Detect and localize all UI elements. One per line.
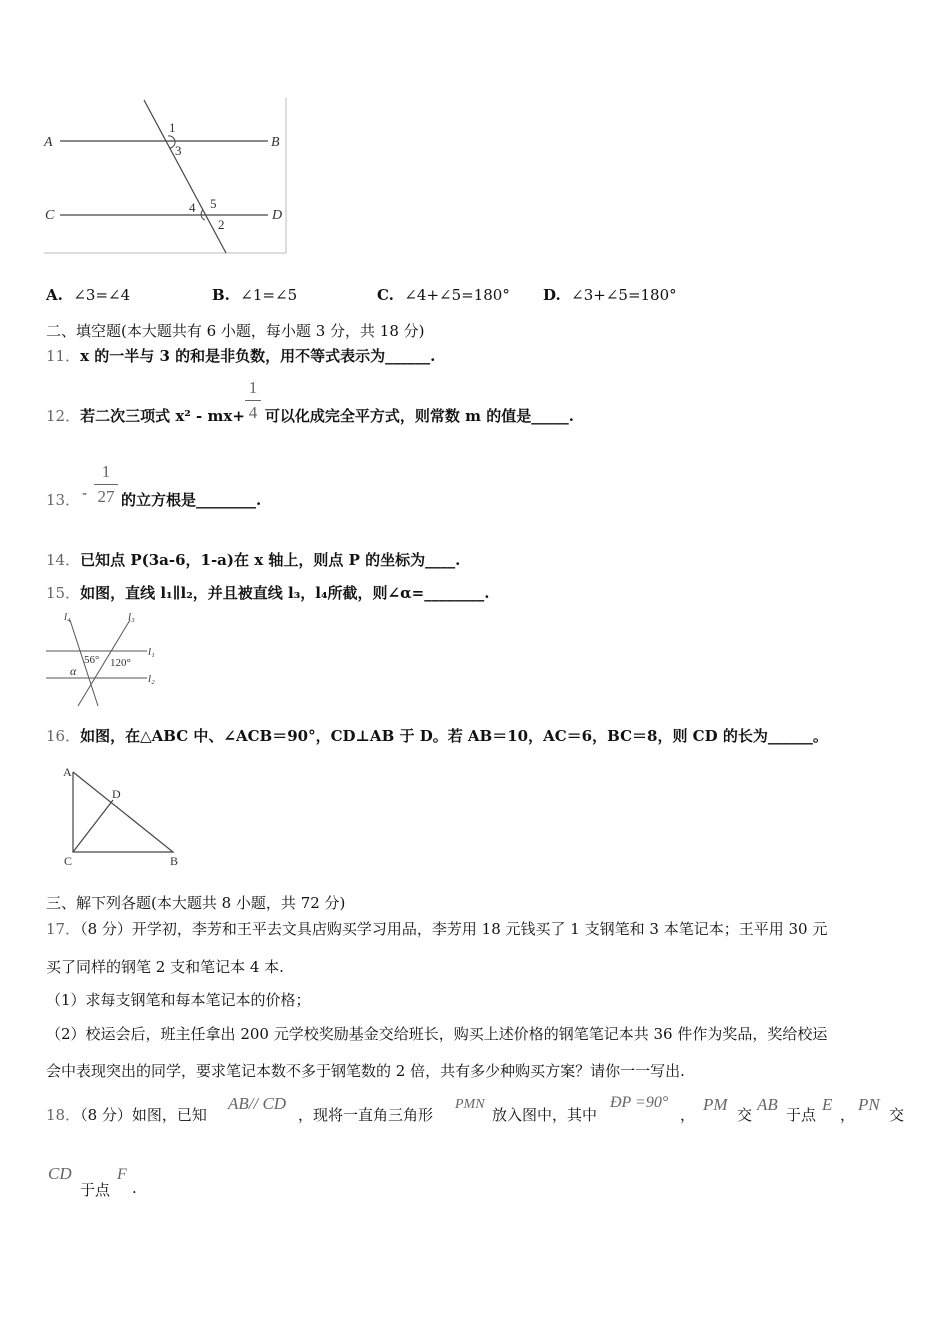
label-l4: l₄	[64, 611, 71, 623]
option-a-text: ∠3=∠4	[73, 286, 131, 304]
q13-negative: -	[82, 484, 88, 502]
q18-cd: CD	[48, 1164, 72, 1183]
parallel-lines-figure	[40, 96, 290, 256]
q11-text: x 的一半与 3 的和是非负数，用不等式表示为______.	[80, 347, 436, 365]
q13-frac-num: 1	[101, 462, 111, 481]
question-11	[46, 345, 435, 366]
angle-5: 5	[210, 196, 217, 211]
label-c: C	[45, 208, 55, 223]
q17-line2: 买了同样的钢笔 2 支和笔记本 4 本.	[46, 958, 284, 976]
option-a-letter: A.	[46, 286, 63, 304]
option-d-text: ∠3+∠5=180°	[571, 286, 677, 304]
option-d	[543, 286, 677, 304]
option-b-letter: B.	[212, 286, 230, 304]
q18-point-e: E	[822, 1095, 833, 1114]
option-c-text: ∠4+∠5=180°	[404, 286, 510, 304]
question-13	[46, 489, 80, 510]
vertex-b: B	[170, 854, 179, 868]
transversal	[144, 100, 226, 253]
q18-t5: 交	[737, 1106, 753, 1124]
label-l3: l₃	[128, 611, 135, 623]
q18-pm: PM	[703, 1095, 728, 1114]
vertex-a: A	[63, 765, 72, 779]
q18-t10: .	[132, 1179, 137, 1197]
q17-line1: （8 分）开学初，李芳和王平去文具店购买学习用品，李芳用 18 元钱买了 1 支钢笔和 3 本笔记本；王平用 30 元	[80, 920, 828, 938]
angle-2: 2	[218, 217, 225, 232]
q12-frac-num: 1	[248, 378, 258, 397]
q15-number: 15．	[46, 584, 81, 602]
altitude-cd	[73, 800, 113, 852]
q18-point-f: F	[117, 1166, 127, 1183]
q12-number: 12．	[46, 407, 81, 425]
q13-text: 的立方根是________.	[121, 491, 262, 509]
q18-ab-parallel-cd: AB// CD	[228, 1094, 287, 1113]
q12-pre: 若二次三项式 x² - mx+	[80, 407, 245, 425]
question-17	[46, 918, 827, 939]
question-16	[46, 725, 828, 746]
option-b-text: ∠1=∠5	[240, 286, 298, 304]
q15-figure	[42, 608, 167, 708]
q12-frac-den: 4	[248, 403, 258, 422]
q18-number: 18．	[46, 1106, 81, 1124]
q18-t2: ，现将一直角三角形	[298, 1106, 434, 1124]
q12-post: 可以化成完全平方式，则常数 m 的值是_____.	[264, 407, 574, 425]
q18-t7: ，	[840, 1106, 856, 1124]
q13-fraction	[94, 462, 118, 507]
option-d-letter: D.	[543, 286, 561, 304]
q13-number: 13．	[46, 491, 81, 509]
angle-4: 4	[189, 200, 196, 215]
q15-text: 如图，直线 l₁∥l₂，并且被直线 l₃，l₄所截，则∠α=________.	[80, 584, 490, 602]
question-18	[46, 1104, 207, 1125]
q18-pmn: PMN	[455, 1097, 485, 1112]
section-3-title: 三、解下列各题(本大题共 8 小题，共 72 分)	[46, 894, 346, 912]
triangle-abc	[73, 772, 173, 852]
q18-ab: AB	[757, 1095, 778, 1114]
option-c	[377, 286, 510, 304]
option-c-letter: C.	[377, 286, 394, 304]
question-14	[46, 549, 460, 570]
q13-frac-den: 27	[97, 487, 115, 506]
q11-number: 11．	[46, 347, 81, 365]
q16-text: 如图，在△ABC 中、∠ACB＝90°，CD⊥AB 于 D。若 AB＝10，AC＝6，BC＝8，则 CD 的长为______。	[80, 727, 828, 745]
label-a: A	[44, 135, 53, 150]
label-l2: l₂	[148, 673, 155, 685]
vertex-d: D	[112, 787, 121, 801]
q17-part2a: （2）校运会后，班主任拿出 200 元学校奖励基金交给班长，购买上述价格的钢笔笔记本共 36 件作为奖品，奖给校运	[46, 1025, 828, 1043]
option-b	[212, 286, 297, 304]
label-d: D	[272, 208, 283, 223]
q18-t9: 于点	[80, 1181, 111, 1199]
question-15	[46, 582, 489, 603]
label-b: B	[271, 135, 280, 150]
q18-t8: 交	[889, 1106, 905, 1124]
q18-t6: 于点	[786, 1106, 817, 1124]
angle-120: 120°	[110, 657, 131, 669]
angle-1: 1	[169, 120, 176, 135]
section-2-title: 二、填空题(本大题共有 6 小题，每小题 3 分，共 18 分)	[46, 322, 425, 340]
angle-56: 56°	[84, 654, 100, 666]
q14-number: 14．	[46, 551, 81, 569]
q16-number: 16．	[46, 727, 81, 745]
question-12	[46, 405, 574, 426]
angle-3: 3	[175, 143, 182, 158]
q17-number: 17．	[46, 920, 81, 938]
vertex-c: C	[64, 854, 73, 868]
q14-text: 已知点 P(3a-6，1-a)在 x 轴上，则点 P 的坐标为____.	[80, 551, 461, 569]
q17-part1: （1）求每支钢笔和每本笔记本的价格；	[46, 991, 311, 1009]
q18-t3: 放入图中，其中	[492, 1106, 598, 1124]
angle-alpha: α	[70, 664, 77, 678]
q18-angle-p: ÐP =90°	[610, 1094, 669, 1111]
label-l1: l₁	[148, 646, 155, 658]
q12-fraction	[245, 378, 261, 423]
q18-pn: PN	[858, 1095, 880, 1114]
q17-part2b: 会中表现突出的同学，要求笔记本数不多于钢笔数的 2 倍，共有多少种购买方案？请你一一写出.	[46, 1062, 685, 1080]
q18-t1: （8 分）如图，已知	[80, 1106, 207, 1124]
option-a	[46, 286, 130, 304]
q16-figure	[58, 762, 188, 870]
q18-t4: ，	[680, 1106, 696, 1124]
